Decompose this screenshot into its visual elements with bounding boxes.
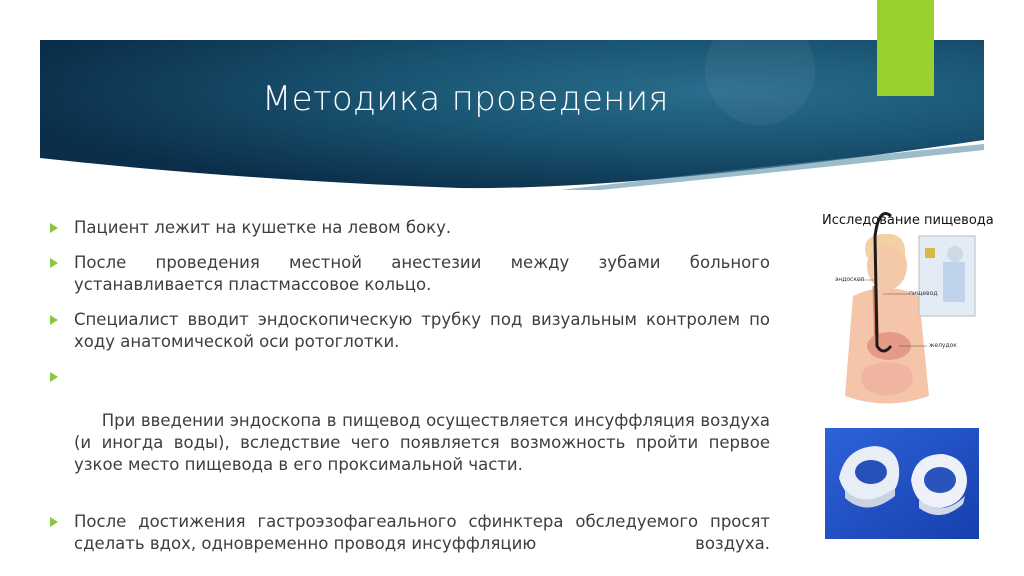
bullet-text: Пациент лежит на кушетке на левом боку. — [74, 218, 452, 237]
accent-tab — [877, 0, 934, 96]
mouthguard-rings-icon — [825, 428, 979, 539]
bullet-arrow-icon — [50, 223, 58, 233]
bullet-text: После достижения гастроэзофагеального сфинктера обследуемого просят сделать вдох, одновременно проводя инсуффляцию — [74, 512, 770, 553]
endoscopy-diagram-icon — [779, 196, 989, 413]
bullet-list — [50, 217, 776, 555]
bullet-arrow-icon — [50, 372, 58, 382]
illustration-label: желудок — [929, 342, 957, 349]
illustration-label: пищевод — [909, 290, 938, 297]
bullet-arrow-icon — [50, 258, 58, 268]
bullet-item — [50, 366, 776, 498]
bullet-arrow-icon — [50, 315, 58, 325]
bullet-item — [50, 217, 770, 239]
bullet-item — [50, 511, 770, 555]
illustration-title: Исследование пищевода — [822, 213, 994, 228]
bullet-item — [50, 252, 770, 296]
slide-title: Методика проведения — [262, 79, 669, 119]
bullet-text: Специалист вводит эндоскопическую трубку под визуальным контролем по ходу анатомической оси ротоглотки. — [74, 310, 770, 351]
illustration-label: эндоскоп — [835, 276, 865, 283]
mouthguard-photo — [825, 428, 979, 539]
bullet-text: После проведения местной анестезии между зубами больного устанавливается пластмассовое кольцо. — [74, 253, 770, 294]
esophagus-illustration — [779, 196, 989, 413]
bullet-text-last-word: воздуха. — [695, 534, 770, 553]
bullet-arrow-icon — [50, 517, 58, 527]
bullet-item — [50, 309, 770, 353]
bullet-text: При введении эндоскопа в пищевод осуществляется инсуффляция воздуха (и иногда воды), вследствие чего появляется возможность пройти первое узкое место пищевода в его проксимальной части. — [74, 411, 776, 474]
